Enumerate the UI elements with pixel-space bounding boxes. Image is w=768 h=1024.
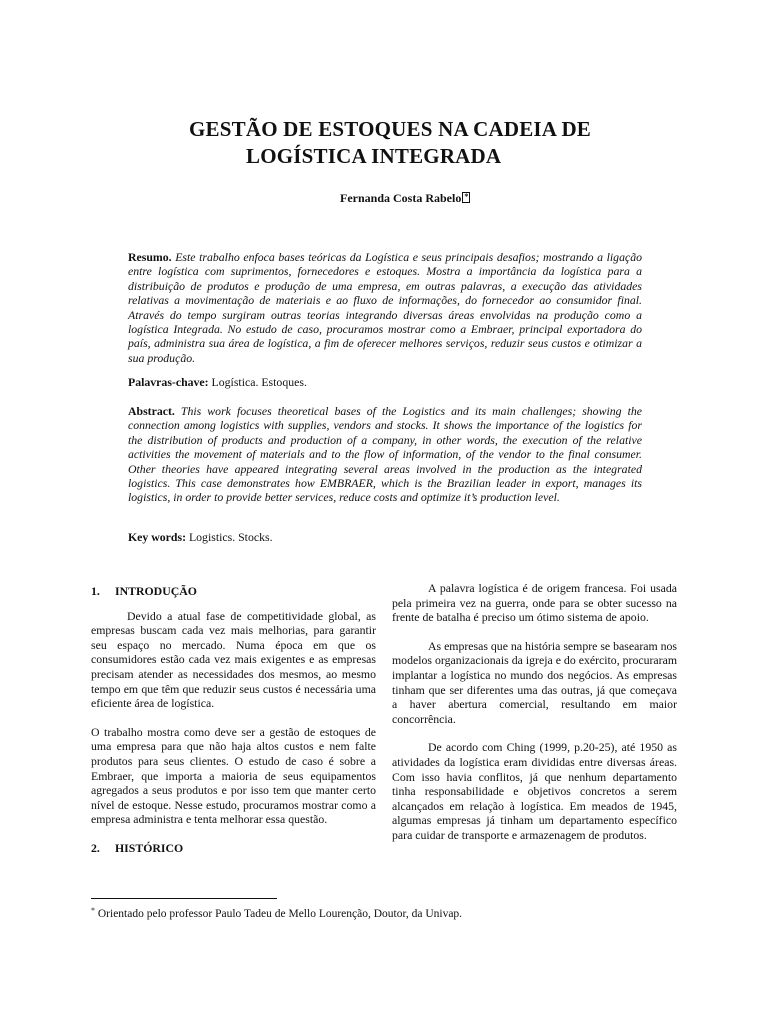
abstract-text: This work focuses theoretical bases of the Logistics and its main challenges; showing the connection among logistics with supplies, vendors and stocks. It shows the importance of the logistics for the distribution of products and production of a company, in other words, the execution of the relative activities the movement of materials and to the flow of information, of the vendor to the final consumer. Other theories have appeared integrating several areas involved in the production as the integrated logistics. This case demonstrates how EMBRAER, which is the Brazilian leader in export, manages its logistics, in order to provide better services, reduce costs and optimize it’s production level. (128, 404, 642, 505)
author-name: Fernanda Costa Rabelo (340, 191, 462, 205)
resumo-label: Resumo. (128, 250, 172, 264)
section-1-heading (91, 584, 376, 599)
footnote-text: Orientado pelo professor Paulo Tadeu de Mello Lourenção, Doutor, da Univap. (97, 908, 463, 920)
key-words-block (128, 530, 642, 544)
section-2-title: HISTÓRICO (115, 840, 184, 855)
right-paragraph-2: As empresas que na história sempre se basearam nos modelos organizacionais da igreja e do exército, procuraram implantar a logística no mundo dos negócios. As empresas tinham que ser diferentes uma das outras, já que começava a haver abertura comercial, resultando em maior concorrência. (392, 638, 677, 726)
title-line-2: LOGÍSTICA INTEGRADA (246, 144, 502, 168)
intro-paragraph-1: Devido a atual fase de competitividade global, as empresas buscam cada vez mais melhorias, para garantir seu espaço no mercado. Numa época em que os consumidores estão cada vez mais exigentes e as empresas precisam atender as necessidades dos mesmos, ao mesmo tempo em que têm que reduzir seus custos é necessária uma eficiente área de logística. (91, 608, 376, 711)
left-column (91, 584, 376, 856)
key-words-label: Key words: (128, 530, 186, 544)
right-column (392, 581, 677, 843)
title-line-1: GESTÃO DE ESTOQUES NA CADEIA DE (189, 117, 592, 141)
section-2-number: 2. (91, 840, 100, 855)
section-2-heading (91, 841, 376, 856)
author (340, 191, 470, 206)
palavras-chave-text: Logística. Estoques. (211, 375, 307, 389)
footnote-mark: * (91, 906, 95, 915)
palavras-chave-block (128, 375, 642, 389)
palavras-chave-label: Palavras-chave: (128, 375, 209, 389)
author-footnote-mark[interactable]: * (464, 192, 469, 201)
key-words-text: Logistics. Stocks. (188, 530, 273, 544)
abstract-block (128, 404, 642, 505)
right-paragraph-1: A palavra logística é de origem francesa. Foi usada pela primeira vez na guerra, onde para se obter sucesso na frente de batalha é preciso um ótimo sistema de apoio. (392, 581, 677, 625)
section-1-title: INTRODUÇÃO (115, 584, 197, 598)
abstract-label: Abstract. (128, 404, 175, 418)
resumo-text: Este trabalho enfoca bases teóricas da Logística e seus principais desafios; mostrando a ligação entre logística com suprimentos, fornecedores e estoques. Mostra a importância da logística para a distribuição de produtos e produção de uma empresa, em outras palavras, a execução das atividades relativas a movimentação de materiais e ao fluxo de informações, do fornecedor ao consumidor final. Através do tempo surgiram outras teorias integrando diversas áreas envolvidas na produção como a logística Integrada. No estudo de caso, procuramos mostrar como a Embraer, principal exportadora do país, administra sua área de logística, a fim de oferecer melhores serviços, reduzir seus custos e otimizar a sua produção. (128, 250, 643, 365)
right-paragraph-3: De acordo com Ching (1999, p.20-25), até 1950 as atividades da logística eram divididas entre diversas áreas. Com isso havia conflitos, já que nenhum departamento tinha responsabilidade e objetivos concretos a serem alcançados em relação à logística. Em meados de 1945, algumas empresas já tinham um departamento específico para cuidar de transporte e armazenagem de produtos. (392, 740, 677, 842)
intro-paragraph-2: O trabalho mostra como deve ser a gestão de estoques de uma empresa para que não haja altos custos e nem falte produtos para seus clientes. O estudo de caso é sobre a Embraer, que importa a maioria de seus equipamentos agregados a seus produtos e por isso tem que manter certo nível de estoque. Nesse estudo, procuramos mostrar como a empresa administra e tenta melhorar essa questão. (91, 724, 376, 827)
footnote (91, 906, 462, 920)
footnote-divider (91, 898, 277, 899)
section-1-number: 1. (91, 584, 100, 598)
resumo-block (128, 250, 642, 365)
